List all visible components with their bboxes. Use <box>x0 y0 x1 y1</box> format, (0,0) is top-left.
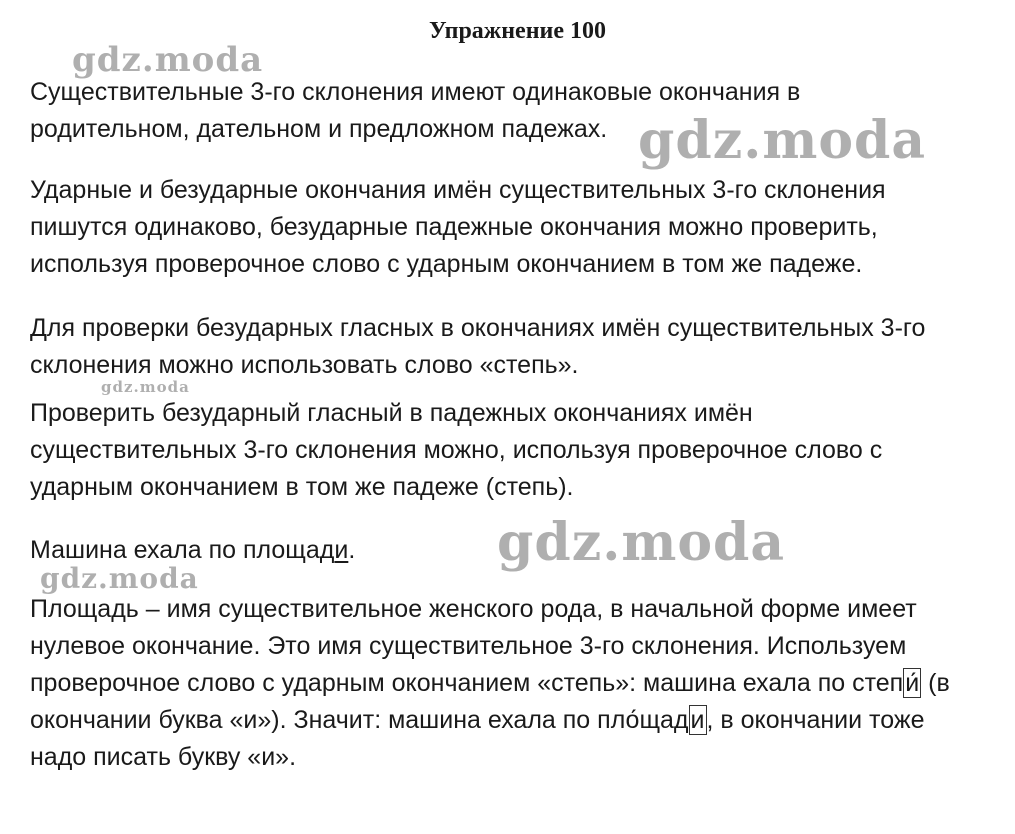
watermark: gdz.moda <box>497 512 786 573</box>
text-line <box>30 702 1005 739</box>
text-line: Проверить безударный гласный в падежных окончаниях имён <box>30 399 753 427</box>
text-line: Площадь – имя существительное женского рода, в начальной форме имеет <box>30 595 917 623</box>
sentence-end: . <box>348 536 356 564</box>
boxed-ending: и <box>690 706 705 734</box>
text-line: Для проверки безударных гласных в окончаниях имён существительных 3-го <box>30 314 926 342</box>
text-line: пишутся одинаково, безударные падежные окончания можно проверить, <box>30 213 878 241</box>
text-segment: проверочное слово с ударным окончанием «степь»: машина ехала по степ <box>30 669 904 697</box>
paragraph-check-method <box>30 395 1005 506</box>
text-line: ударным окончанием в том же падеже (степь). <box>30 473 574 501</box>
boxed-ending: и́ <box>905 669 920 697</box>
text-line: Существительные 3-го склонения имеют одинаковые окончания в <box>30 78 801 106</box>
watermark: gdz.moda <box>72 40 264 80</box>
watermark: gdz.moda <box>101 378 190 396</box>
text-line: надо писать букву «и». <box>30 743 297 771</box>
sentence-text: Машина ехала по площад <box>30 536 335 564</box>
paragraph-stressed-unstressed <box>30 172 1005 283</box>
text-segment: , в окончании тоже <box>706 706 925 734</box>
text-line: склонения можно использовать слово «степь». <box>30 351 579 379</box>
text-segment: окончании буква «и»). Значит: машина ехала по пло́щад <box>30 706 689 734</box>
text-line: существительных 3-го склонения можно, используя проверочное слово с <box>30 436 883 464</box>
paragraph-check-word <box>30 310 1005 384</box>
watermark: gdz.moda <box>40 562 199 595</box>
text-line: Ударные и безударные окончания имён существительных 3-го склонения <box>30 176 886 204</box>
watermark: gdz.moda <box>638 110 927 171</box>
text-line <box>30 665 1005 702</box>
underlined-ending: и <box>334 536 349 564</box>
text-line: нулевое окончание. Это имя существительное 3-го склонения. Используем <box>30 632 907 660</box>
text-segment: (в <box>921 669 950 697</box>
paragraph-explanation <box>30 591 1005 776</box>
exercise-title: Упражнение 100 <box>428 18 606 44</box>
text-line: родительном, дательном и предложном падежах. <box>30 115 608 143</box>
text-line: используя проверочное слово с ударным окончанием в том же падеже. <box>30 250 863 278</box>
